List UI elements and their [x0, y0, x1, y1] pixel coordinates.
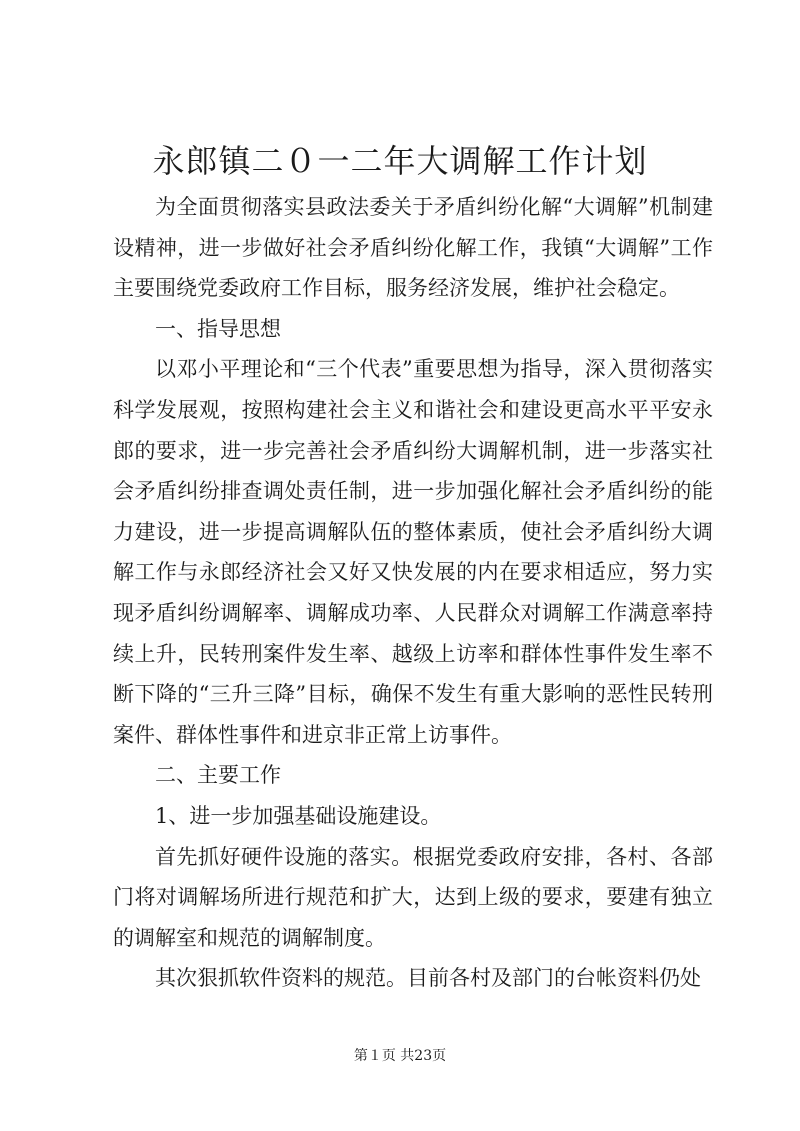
- page-number-footer: 第１页 共23页: [353, 1048, 447, 1064]
- paragraph-software: 其次狠抓软件资料的规范。目前各村及部门的台帐资料仍处: [155, 966, 701, 991]
- paragraph-hardware: 首先抓好硬件设施的落实。根据党委政府安排，各村、各部门将对调解场所进行规范和扩大，达到上级的要求，要建有独立的调解室和规范的调解制度。: [113, 844, 713, 950]
- section-heading-guiding-ideology: 一、指导思想: [155, 316, 281, 341]
- paragraph-intro: 为全面贯彻落实县政法委关于矛盾纠纷化解“大调解”机制建设精神，进一步做好社会矛盾纠纷化解工作，我镇“大调解”工作主要围绕党委政府工作目标，服务经济发展，维护社会稳定。: [113, 195, 713, 301]
- section-heading-main-work: 二、主要工作: [155, 763, 281, 788]
- subsection-heading-infrastructure: 1、进一步加强基础设施建设。: [155, 803, 442, 828]
- paragraph-guiding-ideology: 以邓小平理论和“三个代表”重要思想为指导，深入贯彻落实科学发展观，按照构建社会主义和谐社会和建设更高水平平安永郎的要求，进一步完善社会矛盾纠纷大调解机制，进一步落实社会矛盾纠纷排查调处责任制，进一步加强化解社会矛盾纠纷的能力建设，进一步提高调解队伍的整体素质，使社会矛盾纠纷大调解工作与永郎经济社会又好又快发展的内在要求相适应，努力实现矛盾纠纷调解率、调解成功率、人民群众对调解工作满意率持续上升，民转刑案件发生率、越级上访率和群体性事件发生率不断下降的“三升三降”目标，确保不发生有重大影响的恶性民转刑案件、群体性事件和进京非正常上访事件。: [113, 357, 713, 747]
- document-title: 永郎镇二０一二年大调解工作计划: [152, 142, 648, 180]
- document-body: [113, 187, 713, 999]
